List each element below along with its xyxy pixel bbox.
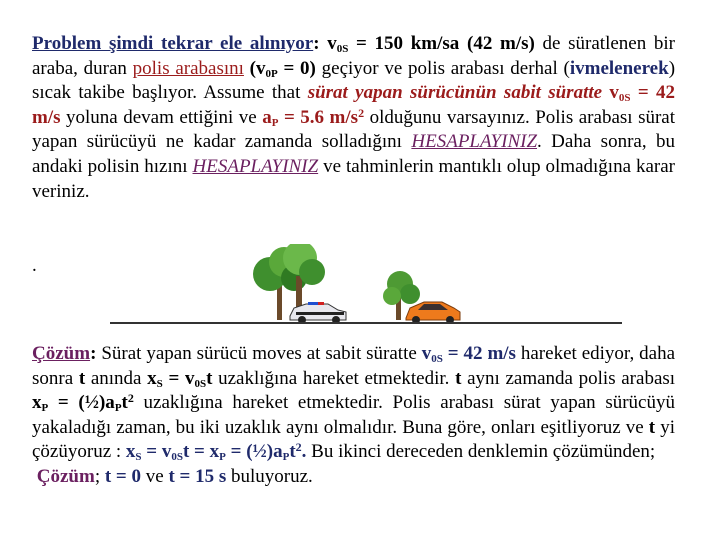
problem-colon: :: [313, 33, 320, 54]
problem-text-2: geçiyor ve polis arabası derhal (: [321, 57, 570, 79]
speeding-car-icon: [406, 302, 460, 324]
speeder-term: sürat yapan sürücünün sabit süratte: [307, 82, 603, 104]
t-variable-3: t: [648, 416, 656, 438]
problem-text-6: . Daha sonra, bu andaki polisin hızını: [32, 131, 676, 177]
t-variable-2: t: [455, 367, 462, 389]
solution-text-3: anında: [90, 367, 142, 389]
solution-text-7: yi çözüyoruz :: [32, 416, 676, 463]
problem-text-4: yoluna devam ettiğini ve: [66, 106, 257, 128]
final-heading: Çözüm: [36, 465, 95, 487]
final-semicolon: ;: [94, 465, 101, 487]
calculate-1: HESAPLAYINIZ: [411, 131, 538, 153]
answer-t15: t = 15 s: [168, 465, 227, 487]
problem-text-5: olduğunu varsayınız. Polis arabası sürat yapan sürücüyü ne kadar zamanda solladığını: [32, 106, 675, 153]
dot-marker: .: [32, 255, 37, 276]
problem-text-3: ) sıcak takibe başlıyor. Assume that: [32, 57, 676, 104]
v0p-symbol: $(v_{0P} = 0)$: [249, 57, 316, 80]
equation-line: $x_S = v_{0S}t = x_P$ = $(\frac{1}{2})a_Pt^2$.: [125, 440, 307, 464]
solution-text-6: uzaklığına hareket etmektedir. Polis arabası sürat yapan sürücüyü yakaladığı zaman, bu iki uzaklık aynı olmalıdır. Buna göre, onları eşitliyoruz ve: [32, 392, 675, 438]
answer-ve: ve: [145, 465, 164, 487]
answer-end: buluyoruz.: [231, 465, 313, 487]
solution-colon: :: [90, 343, 97, 364]
answer-t0: t = 0: [104, 465, 141, 487]
v0s-symbol: $v_{0S}$: [327, 33, 349, 55]
problem-heading: Problem şimdi tekrar ele alınıyor: [32, 33, 314, 54]
sol-v0s: $v_{0S} = 42$ m/s: [421, 343, 516, 365]
ap-symbol: $a_P = 5.6$ $m/s^2$: [262, 105, 365, 129]
solution-text-1: Sürat yapan sürücü moves at sabit süratte: [101, 343, 417, 364]
xs-formula: $x_S = v_{0S}t$: [147, 367, 213, 390]
solution-heading: Çözüm: [32, 343, 91, 364]
problem-statement: [32, 32, 675, 204]
police-car-term: polis arabasını: [132, 57, 244, 79]
problem-text-7: ve tahminlerin mantıklı olup olmadığına karar veriniz.: [32, 155, 675, 202]
xp-formula: $x_P$ = $(\frac{1}{2})a_Pt^2$: [32, 391, 134, 415]
problem-text-1: de süratlenen bir araba, duran: [32, 33, 675, 79]
solution-text: [32, 342, 675, 490]
solution-text-2: hareket ediyor, daha sonra: [32, 343, 676, 389]
solution-text-4: uzaklığına hareket etmektedir.: [218, 367, 450, 389]
calculate-2: HESAPLAYINIZ: [192, 155, 319, 177]
solution-text-5: aynı zamanda polis arabası: [467, 367, 676, 389]
solution-text-8: Bu ikinci dereceden denklemin çözümünden;: [311, 441, 656, 463]
v0s-value: = 150 km/sa (42 m/s): [356, 33, 535, 54]
chase-illustration: [110, 244, 622, 330]
t-variable: t: [78, 367, 86, 389]
v0s2-symbol: $v_{0S} = 42$ m/s: [32, 82, 675, 128]
acceleration-term: ivmelenerek: [569, 57, 669, 79]
